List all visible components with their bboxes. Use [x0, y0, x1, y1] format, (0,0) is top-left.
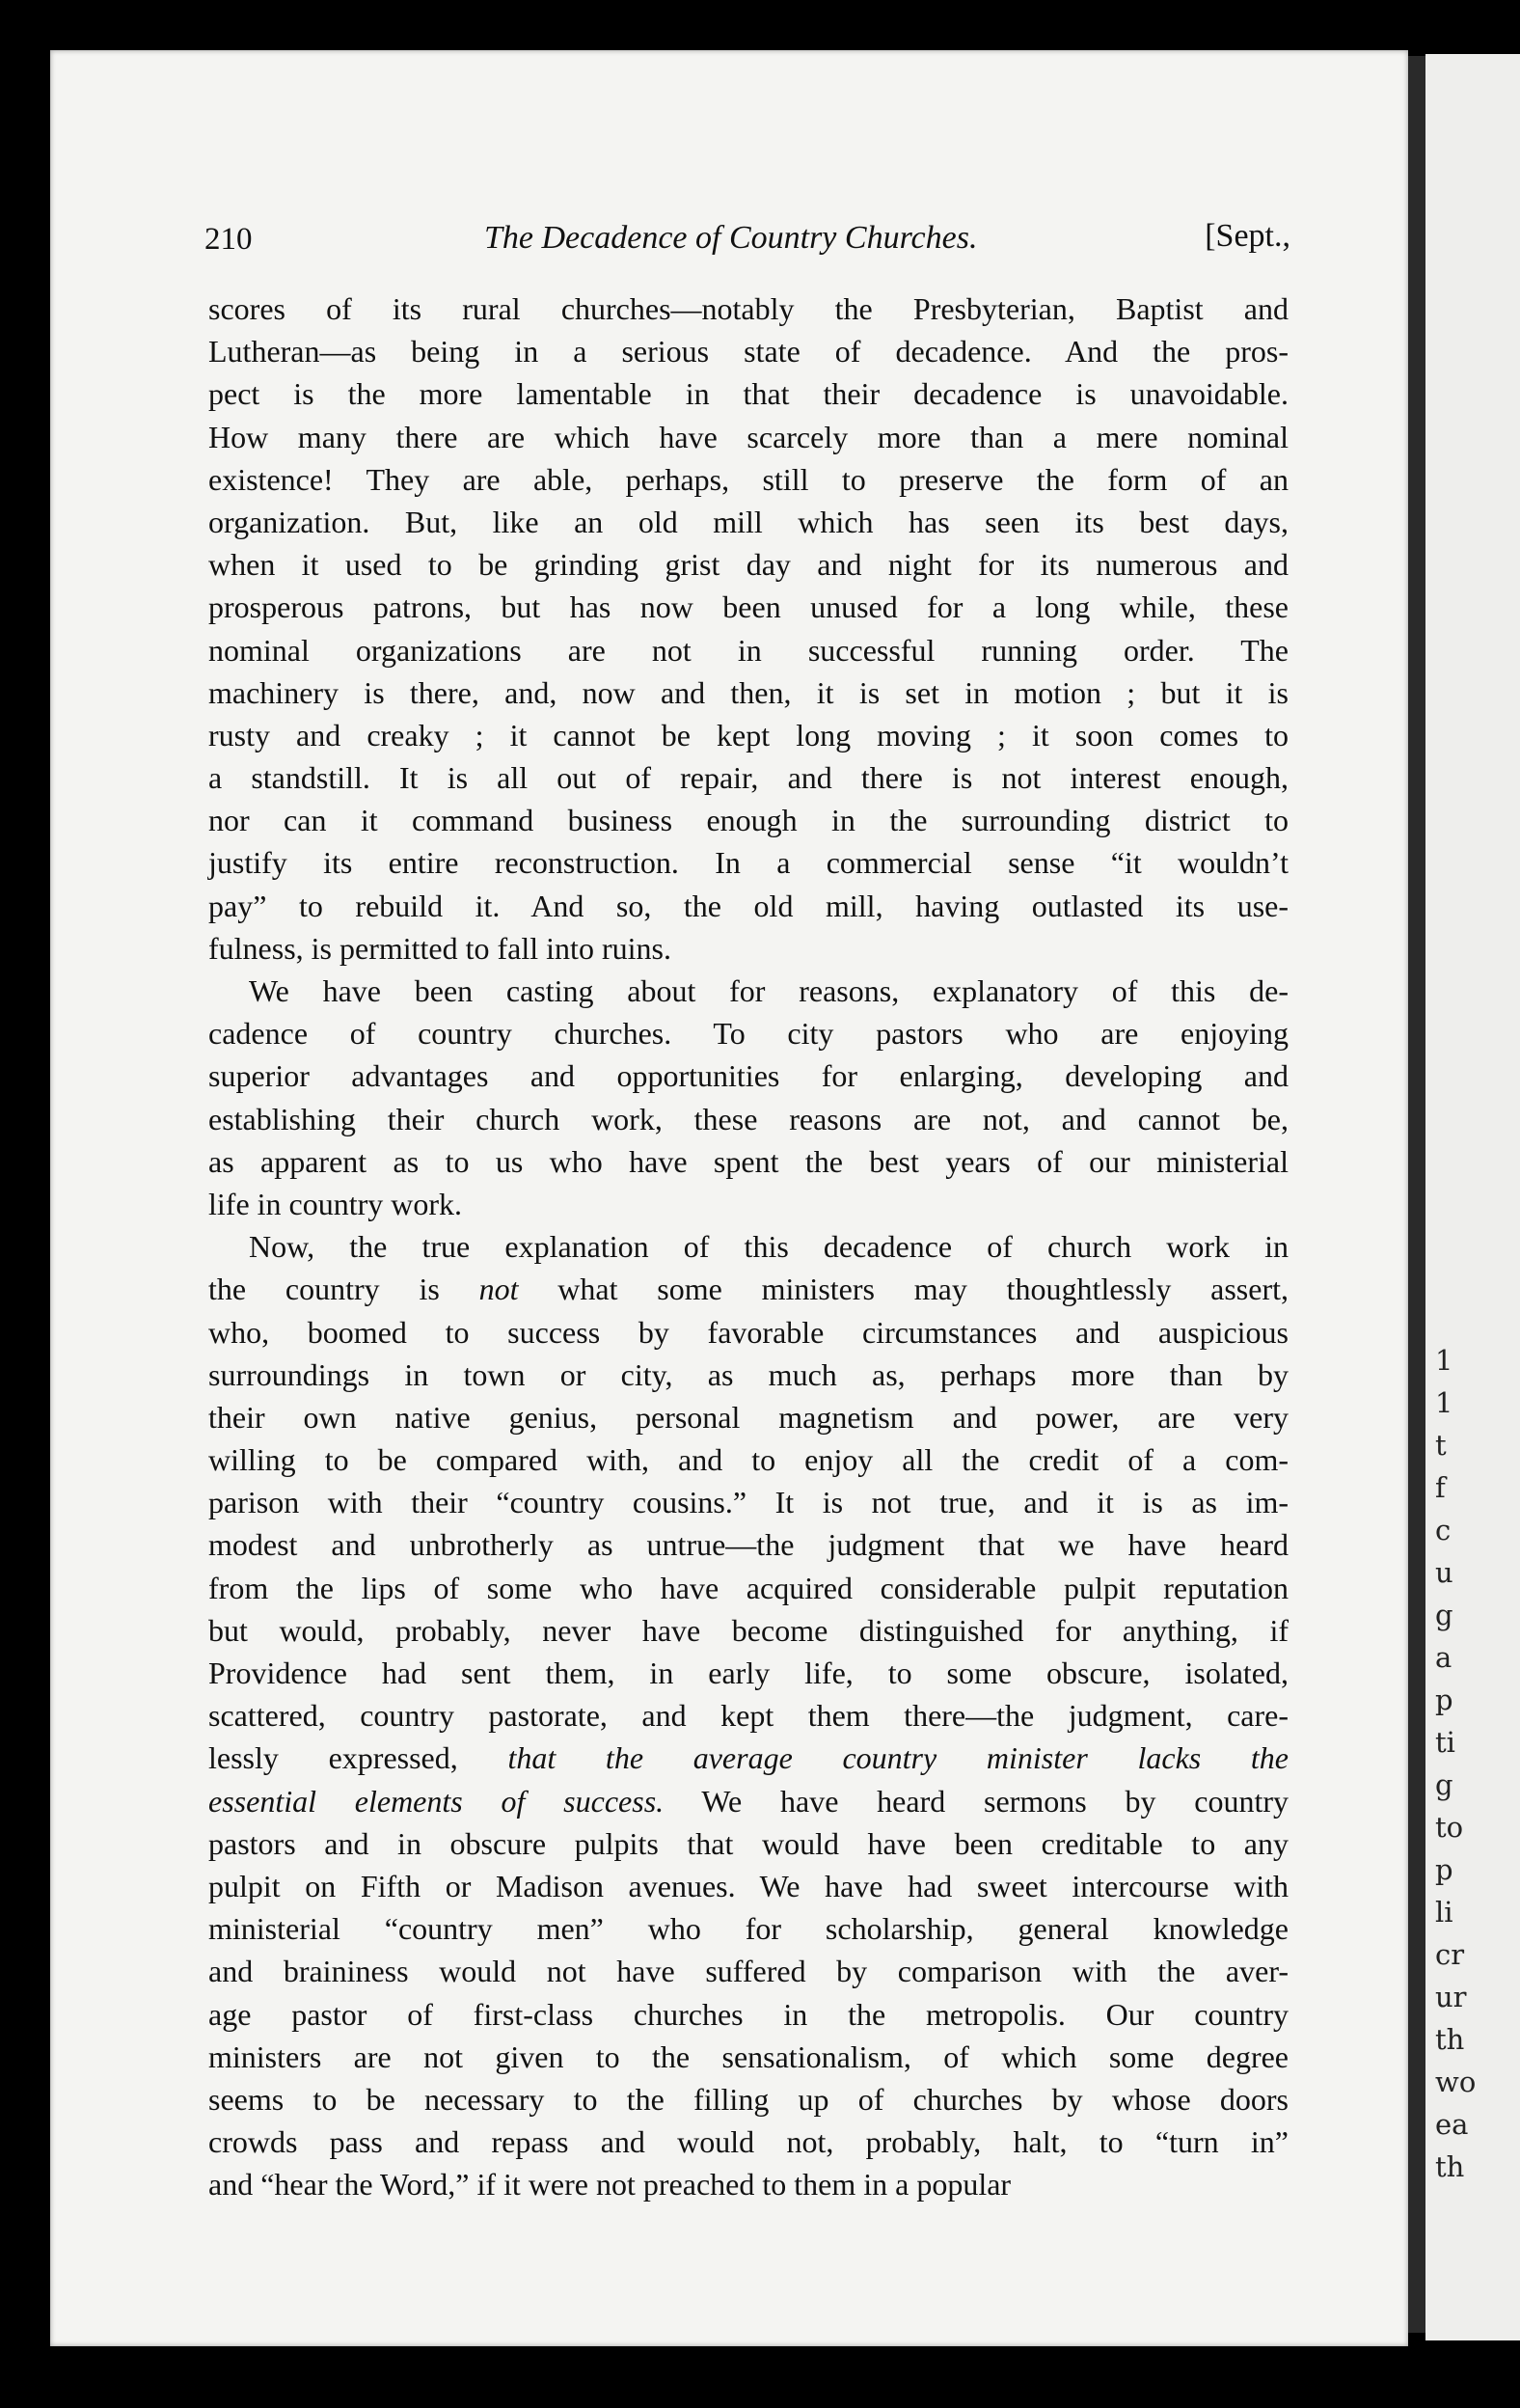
facing-fragment: t	[1435, 1429, 1447, 1462]
text-line: Lutheran—as being in a serious state of decadence. And the pros-	[208, 334, 1289, 369]
facing-fragment: g	[1435, 1599, 1453, 1631]
facing-fragment: f	[1435, 1471, 1446, 1504]
text-line: pay” to rebuild it. And so, the old mill, having outlasted its use-	[208, 888, 1289, 923]
facing-fragment: ti	[1435, 1726, 1455, 1759]
text-line: but would, probably, never have become distinguished for anything, if	[208, 1612, 1289, 1648]
text-line: crowds pass and repass and would not, probably, halt, to “turn in”	[208, 2124, 1289, 2160]
facing-fragment: a	[1435, 1641, 1452, 1674]
text-line: organization. But, like an old mill which has seen its best days,	[208, 504, 1289, 539]
text-line: establishing their church work, these reasons are not, and cannot be,	[208, 1101, 1289, 1136]
article-body	[208, 287, 1289, 2205]
text-line: seems to be necessary to the filling up of churches by whose doors	[208, 2081, 1289, 2117]
text-line: cadence of country churches. To city pastors who are enjoying	[208, 1016, 1289, 1052]
text-line: age pastor of first-class churches in the metropolis. Our country	[208, 1996, 1289, 2032]
facing-fragment: c	[1435, 1514, 1452, 1546]
facing-fragment: th	[1435, 2023, 1465, 2056]
facing-fragment: 1	[1435, 1344, 1453, 1377]
paragraph	[208, 1225, 1289, 2205]
facing-fragment: g	[1435, 1768, 1453, 1801]
paragraph	[208, 287, 1289, 970]
text-line: who, boomed to success by favorable circumstances and auspicious	[208, 1314, 1289, 1350]
text-line: ministers are not given to the sensationalism, of which some degree	[208, 2039, 1289, 2074]
text-line: their own native genius, personal magnetism and power, are very	[208, 1399, 1289, 1435]
text-line: from the lips of some who have acquired considerable pulpit reputation	[208, 1570, 1289, 1605]
text-line: lessly expressed, that the average country minister lacks the	[208, 1740, 1289, 1776]
running-title: The Decadence of Country Churches.	[484, 220, 978, 256]
text-line: scattered, country pastorate, and kept them there—the judgment, care-	[208, 1698, 1289, 1734]
text-line: How many there are which have scarcely more than a mere nominal	[208, 419, 1289, 454]
facing-fragment: u	[1435, 1556, 1453, 1589]
text-line: ministerial “country men” who for scholarship, general knowledge	[208, 1911, 1289, 1947]
running-head	[204, 216, 1290, 264]
facing-fragment: wo	[1435, 2066, 1477, 2098]
text-line: and braininess would not have suffered by comparison with the aver-	[208, 1954, 1289, 1989]
text-line: a standstill. It is all out of repair, and there is not interest enough,	[208, 760, 1289, 796]
page-gutter-shadow	[1408, 56, 1425, 2333]
facing-page	[1425, 54, 1520, 2340]
text-line: We have been casting about for reasons, explanatory of this de-	[249, 973, 1289, 1008]
text-line: when it used to be grinding grist day and night for its numerous and	[208, 547, 1289, 583]
page-number: 210	[204, 222, 253, 257]
text-line: Now, the true explanation of this decadence of church work in	[249, 1229, 1289, 1265]
text-line: fulness, is permitted to fall into ruins.	[208, 930, 671, 966]
facing-fragment: p	[1435, 1683, 1453, 1716]
facing-fragment: p	[1435, 1853, 1453, 1886]
text-line: scores of its rural churches—notably the Presbyterian, Baptist and	[208, 291, 1289, 326]
text-line: machinery is there, and, now and then, it is set in motion ; but it is	[208, 674, 1289, 710]
text-line: existence! They are able, perhaps, still to preserve the form of an	[208, 461, 1289, 497]
facing-fragment: li	[1435, 1896, 1453, 1929]
text-line: pect is the more lamentable in that their decadence is unavoidable.	[208, 376, 1289, 412]
text-line: justify its entire reconstruction. In a commercial sense “it wouldn’t	[208, 845, 1289, 881]
text-line: nor can it command business enough in the surrounding district to	[208, 803, 1289, 838]
text-line: prosperous patrons, but has now been unused for a long while, these	[208, 589, 1289, 625]
text-line: willing to be compared with, and to enjoy all the credit of a com-	[208, 1442, 1289, 1478]
text-line: pastors and in obscure pulpits that would have been creditable to any	[208, 1825, 1289, 1861]
text-line: Providence had sent them, in early life, to some obscure, isolated,	[208, 1656, 1289, 1690]
text-line: essential elements of success. We have heard sermons by country	[208, 1783, 1289, 1819]
facing-fragment: ur	[1435, 1981, 1467, 2013]
running-month: [Sept.,	[1205, 218, 1290, 254]
facing-fragment: cr	[1435, 1938, 1465, 1971]
facing-fragment: 1	[1435, 1386, 1453, 1419]
text-line: modest and unbrotherly as untrue—the judgment that we have heard	[208, 1527, 1289, 1563]
text-line: pulpit on Fifth or Madison avenues. We have had sweet intercourse with	[208, 1868, 1289, 1903]
text-line: life in country work.	[208, 1186, 463, 1221]
text-line: the country is not what some ministers may thoughtlessly assert,	[208, 1272, 1289, 1307]
paragraph	[208, 970, 1289, 1225]
text-line: rusty and creaky ; it cannot be kept long moving ; it soon comes to	[208, 717, 1289, 752]
text-line: parison with their “country cousins.” It is not true, and it is as im-	[208, 1485, 1289, 1520]
facing-fragment: ea	[1435, 2108, 1469, 2141]
facing-fragment: to	[1435, 1811, 1464, 1844]
text-line: surroundings in town or city, as much as, perhaps more than by	[208, 1356, 1289, 1392]
text-line: superior advantages and opportunities for enlarging, developing and	[208, 1058, 1289, 1094]
facing-fragment: th	[1435, 2150, 1465, 2183]
text-line: and “hear the Word,” if it were not preached to them in a popular	[208, 2167, 1012, 2203]
text-line: nominal organizations are not in successful running order. The	[208, 632, 1289, 668]
text-line: as apparent as to us who have spent the best years of our ministerial	[208, 1143, 1289, 1179]
